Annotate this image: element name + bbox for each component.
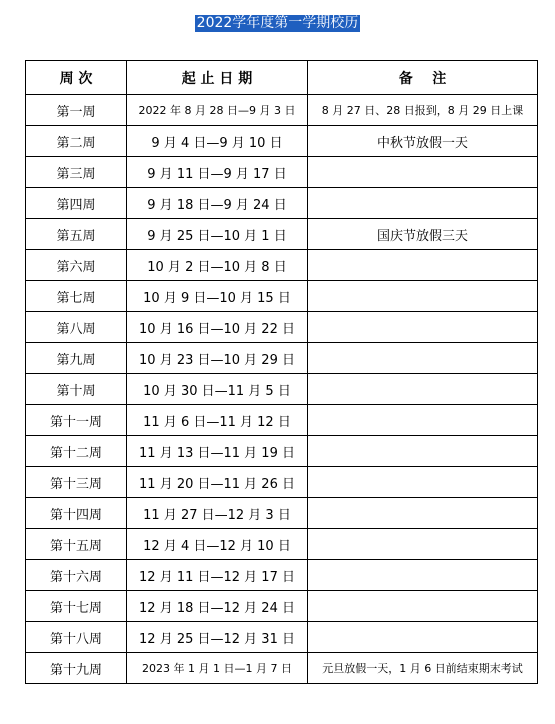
dates-cell: 12 月 11 日—12 月 17 日 [127,560,308,591]
dates-cell: 12 月 4 日—12 月 10 日 [127,529,308,560]
week-cell: 第六周 [26,250,127,281]
note-cell [308,560,538,591]
week-cell: 第十七周 [26,591,127,622]
note-cell [308,622,538,653]
week-cell: 第十五周 [26,529,127,560]
week-cell: 第十九周 [26,653,127,684]
document-title: 2022学年度第一学期校历 [196,15,359,31]
header-row [26,61,538,95]
table-row [26,374,538,405]
note-cell [308,374,538,405]
dates-cell: 10 月 30 日—11 月 5 日 [127,374,308,405]
note-cell [308,529,538,560]
note-cell [308,498,538,529]
dates-cell: 11 月 6 日—11 月 12 日 [127,405,308,436]
note-cell [308,312,538,343]
table-row [26,405,538,436]
week-cell: 第十八周 [26,622,127,653]
note-cell [308,436,538,467]
table-row [26,622,538,653]
dates-cell: 11 月 13 日—11 月 19 日 [127,436,308,467]
header-notes-label: 备 注 [398,70,447,87]
dates-cell: 9 月 4 日—9 月 10 日 [127,126,308,157]
dates-cell: 10 月 16 日—10 月 22 日 [127,312,308,343]
week-cell: 第三周 [26,157,127,188]
week-cell: 第七周 [26,281,127,312]
dates-cell: 9 月 11 日—9 月 17 日 [127,157,308,188]
note-cell: 8 月 27 日、28 日报到，8 月 29 日上课 [308,95,538,126]
note-cell [308,281,538,312]
dates-cell: 9 月 18 日—9 月 24 日 [127,188,308,219]
table-row [26,591,538,622]
table-row [26,126,538,157]
dates-cell: 9 月 25 日—10 月 1 日 [127,219,308,250]
table-row [26,312,538,343]
table-row [26,560,538,591]
note-cell [308,157,538,188]
dates-cell: 12 月 18 日—12 月 24 日 [127,591,308,622]
table-row [26,95,538,126]
note-cell: 国庆节放假三天 [308,219,538,250]
week-cell: 第十六周 [26,560,127,591]
week-cell: 第十一周 [26,405,127,436]
table-row [26,157,538,188]
dates-cell: 11 月 27 日—12 月 3 日 [127,498,308,529]
note-cell [308,467,538,498]
week-cell: 第十四周 [26,498,127,529]
dates-cell: 12 月 25 日—12 月 31 日 [127,622,308,653]
note-cell [308,343,538,374]
table-row [26,529,538,560]
table-row [26,653,538,684]
table-row [26,250,538,281]
table-row [26,281,538,312]
week-cell: 第十三周 [26,467,127,498]
note-cell [308,405,538,436]
title-container [0,12,555,32]
table-row [26,436,538,467]
note-cell: 中秋节放假一天 [308,126,538,157]
table-row [26,219,538,250]
week-cell: 第十二周 [26,436,127,467]
dates-cell: 11 月 20 日—11 月 26 日 [127,467,308,498]
header-week: 周 次 [26,61,127,95]
week-cell: 第二周 [26,126,127,157]
dates-cell: 10 月 2 日—10 月 8 日 [127,250,308,281]
header-notes [308,61,538,95]
dates-cell: 2022 年 8 月 28 日—9 月 3 日 [127,95,308,126]
note-cell [308,250,538,281]
dates-cell: 2023 年 1 月 1 日—1 月 7 日 [127,653,308,684]
week-cell: 第五周 [26,219,127,250]
note-cell [308,188,538,219]
week-cell: 第九周 [26,343,127,374]
week-cell: 第八周 [26,312,127,343]
note-cell [308,591,538,622]
week-cell: 第四周 [26,188,127,219]
note-cell: 元旦放假一天，1 月 6 日前结束期末考试 [308,653,538,684]
table-row [26,467,538,498]
week-cell: 第十周 [26,374,127,405]
school-calendar-table [25,60,538,684]
table-row [26,343,538,374]
header-dates: 起 止 日 期 [127,61,308,95]
dates-cell: 10 月 9 日—10 月 15 日 [127,281,308,312]
dates-cell: 10 月 23 日—10 月 29 日 [127,343,308,374]
table-row [26,498,538,529]
week-cell: 第一周 [26,95,127,126]
table-row [26,188,538,219]
